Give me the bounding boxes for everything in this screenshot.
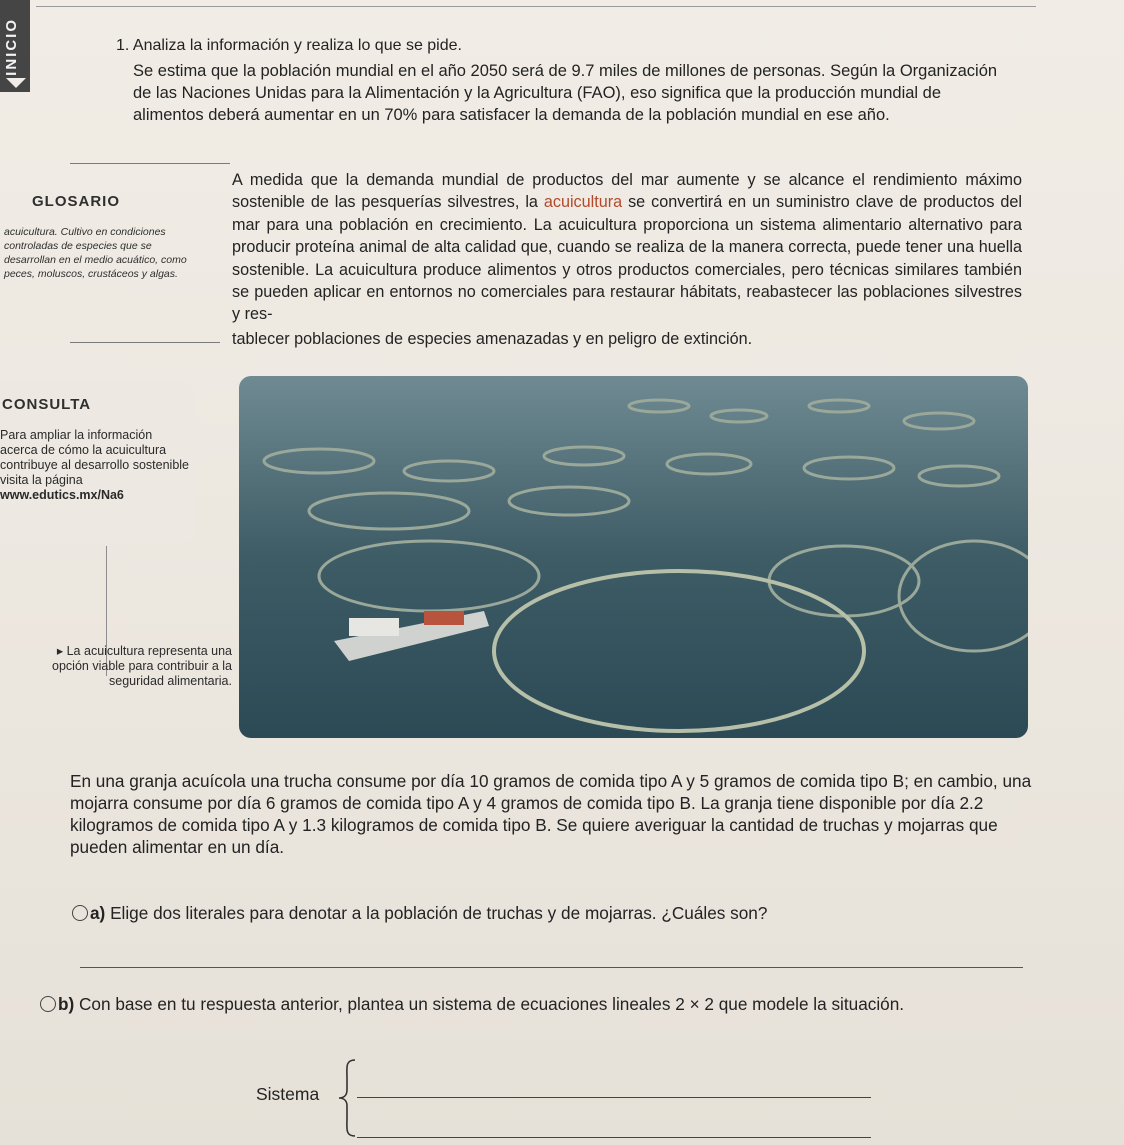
system-label: Sistema	[256, 1084, 320, 1104]
question-a	[72, 903, 767, 924]
glossary-definition: acuicultura. Cultivo en condiciones controladas de especies que se desarrollan en el medio acuático, como peces, moluscos, crustáceos y algas.	[4, 226, 187, 280]
body-paragraph-last-line: tablecer poblaciones de especies amenazadas y en peligro de extinción.	[232, 330, 753, 348]
problem-statement: En una granja acuícola una trucha consume por día 10 gramos de comida tipo A y 5 gramos de comida tipo B; en cambio, una mojarra consume por día 6 gramos de comida tipo A y 4 gramos de comida tipo B. La granja tiene disponible por día 2.2 kilogramos de comida tipo A y 1.3 kilogramos de comida tipo B. Se quiere averiguar la cantidad de truchas y mojarras que pueden alimentar en un día.	[70, 771, 1032, 857]
body-paragraph	[232, 169, 1022, 326]
consulta-description: Para ampliar la información acerca de cómo la acuicultura contribuye al desarrollo sostenible visita la página	[0, 428, 189, 487]
glossary-bottom-rule	[70, 342, 220, 343]
aquaculture-illustration	[239, 376, 1028, 738]
body-text-end: se convertirá en un suministro clave de productos del mar para una población en crecimiento. La acuicultura proporciona un sistema alimentario alternativo para producir proteína animal de alta calidad que, cuando se realiza de la manera correcta, puede tener una huella sostenible. La acuicultura produce alimentos y otros productos comerciales, pero técnicas similares también se pueden aplicar en entornos no comerciales para restaurar hábitats, reabastecer las poblaciones silvestres y res-	[232, 193, 1022, 324]
section-tab-label: INICIO	[3, 18, 20, 76]
photo-caption-text: La acuicultura representa una opción viable para contribuir a la seguridad alimentaria.	[52, 644, 232, 688]
system-equation-1-line[interactable]	[357, 1097, 871, 1098]
checkbox-a-icon[interactable]	[72, 905, 88, 921]
consulta-text	[0, 428, 190, 503]
question-a-label: a)	[90, 903, 106, 923]
glossary-term-highlight: acuicultura	[543, 193, 623, 212]
question-b-text: Con base en tu respuesta anterior, plantea un sistema de ecuaciones lineales 2 × 2 que modele la situación.	[79, 994, 905, 1014]
system-equation-2-line[interactable]	[357, 1137, 871, 1138]
question-b	[40, 990, 1050, 1018]
tab-arrow-icon	[6, 78, 26, 88]
photo-caption: ▸ La acuicultura representa una opción viable para contribuir a la seguridad alimentaria.	[52, 644, 232, 688]
question-b-label: b)	[58, 994, 75, 1014]
glossary-top-rule	[70, 163, 230, 164]
top-rule	[36, 6, 1036, 7]
answer-a-line[interactable]	[80, 967, 1023, 968]
curly-brace-icon	[337, 1058, 359, 1138]
section-tab	[0, 0, 30, 92]
question-title: 1. Analiza la información y realiza lo que se pide.	[116, 37, 462, 54]
intro-paragraph: Se estima que la población mundial en el año 2050 será de 9.7 miles de millones de personas. Según la Organización de las Naciones Unidas para la Alimentación y la Agricultura (FAO), eso significa que la producción mundial de alimentos deberá aumentar en un 70% para satisfacer la demanda de la población mundial en ese año.	[133, 62, 998, 124]
aquaculture-photo	[239, 376, 1028, 738]
question-a-text: Elige dos literales para denotar a la población de truchas y de mojarras. ¿Cuáles son?	[110, 903, 768, 923]
checkbox-b-icon[interactable]	[40, 996, 56, 1012]
glossary-title: GLOSARIO	[32, 193, 121, 210]
consulta-title: CONSULTA	[2, 396, 92, 413]
body-text-start: A medida que la demanda mundial de productos del mar aumente y se alcance el rendimiento máximo sostenible de las pesquerías silvestres, la	[232, 171, 1022, 212]
consulta-link[interactable]: www.edutics.mx/Na6	[0, 488, 124, 502]
